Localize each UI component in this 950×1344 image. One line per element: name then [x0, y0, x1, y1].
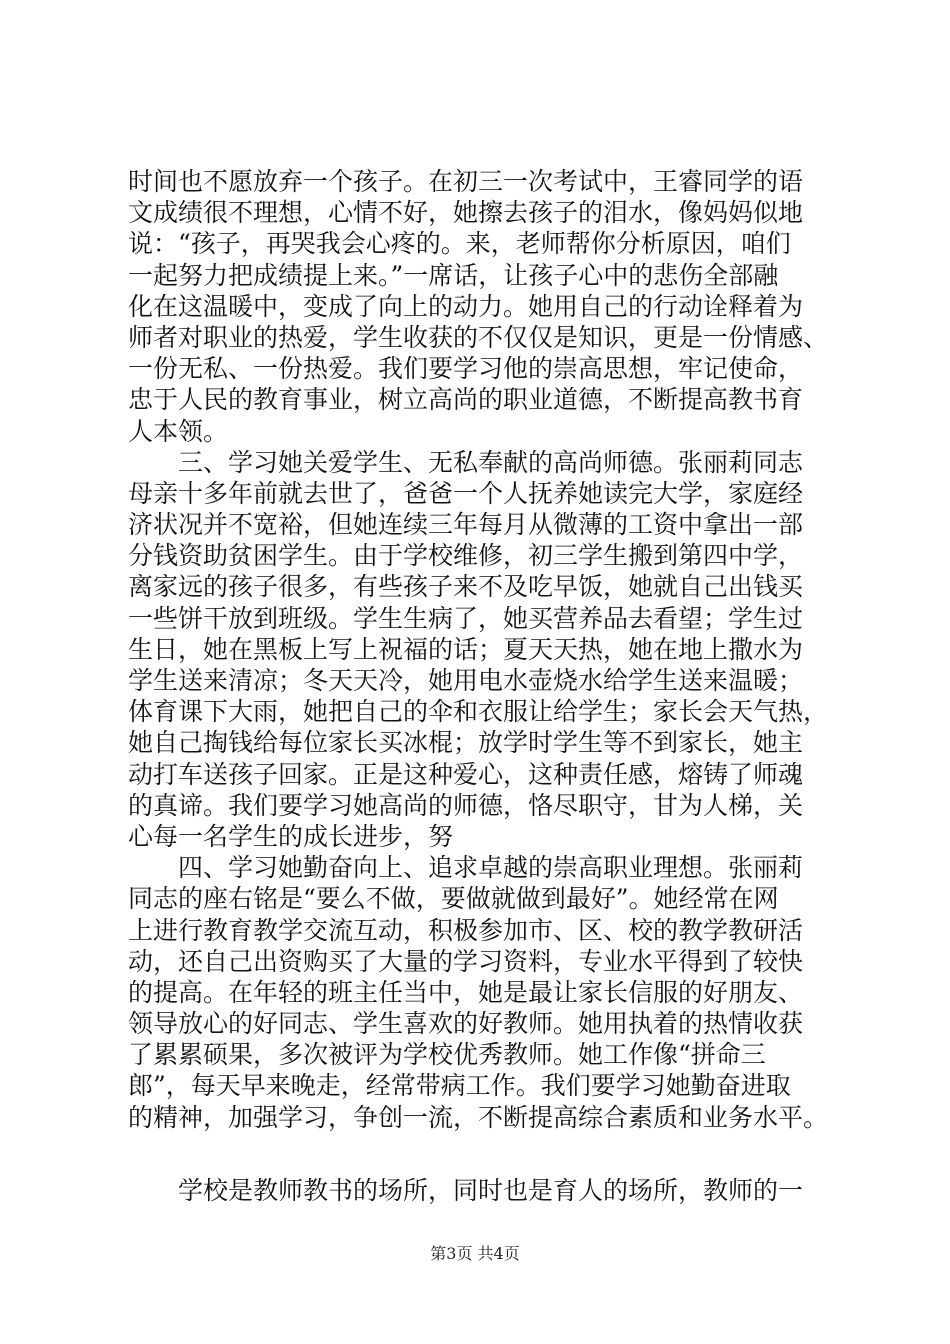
text-line: 一起努力把成绩提上来。”一席话，让孩子心中的悲伤全部融: [128, 260, 779, 290]
text-line: 师者对职业的热爱，学生收获的不仅仅是知识，更是一份情感、: [128, 322, 829, 352]
text-line: 的精神，加强学习，争创一流，不断提高综合素质和业务水平。: [128, 1102, 829, 1132]
text-line: 上进行教育教学交流互动，积极参加市、区、校的教学教研活: [128, 915, 804, 945]
text-line: 文成绩很不理想，心情不好，她擦去孩子的泪水，像妈妈似地: [128, 198, 804, 228]
text-line: 生日，她在黑板上写上祝福的话；夏天天热，她在地上撒水为: [128, 634, 804, 664]
text-line: 说：“孩子，再哭我会心疼的。来，老师帮你分析原因，咱们: [128, 229, 791, 259]
text-line: 母亲十多年前就去世了，爸爸一个人抚养她读完大学，家庭经: [128, 478, 804, 508]
text-line: 时间也不愿放弃一个孩子。在初三一次考试中，王睿同学的语: [128, 167, 804, 196]
text-line: 动打车送孩子回家。正是这种爱心，这种责任感，熔铸了师魂: [128, 759, 804, 789]
text-line: 体育课下大雨，她把自己的伞和衣服让给学生；家长会天气热，: [128, 697, 829, 727]
text-line: 一份无私、一份热爱。我们要学习他的崇高思想，牢记使命，: [128, 354, 804, 384]
text-line: 心每一名学生的成长进步，努: [128, 821, 454, 851]
document-body: [128, 166, 828, 1206]
paragraph-spacer: [128, 1133, 828, 1175]
text-line: 化在这温暖中，变成了向上的动力。她用自己的行动诠释着为: [128, 291, 804, 321]
paragraph-2: [128, 447, 828, 852]
text-line: 同志的座右铭是“要么不做，要做就做到最好”。她经常在网: [128, 884, 779, 914]
text-line: 济状况并不宽裕，但她连续三年每月从微薄的工资中拿出一部: [128, 510, 804, 540]
text-line: 她自己掏钱给每位家长买冰棍；放学时学生等不到家长，她主: [128, 728, 804, 758]
paragraph-4: [128, 1175, 828, 1206]
text-line: 学生送来清凉；冬天天冷，她用电水壶烧水给学生送来温暖；: [128, 666, 804, 695]
paragraph-3: [128, 852, 828, 1133]
paragraph-1: [128, 166, 828, 447]
text-line: 四、学习她勤奋向上、追求卓越的崇高职业理想。张丽莉: [128, 853, 804, 883]
text-line: 的提高。在年轻的班主任当中，她是最让家长信服的好朋友、: [128, 977, 804, 1007]
text-line: 领导放心的好同志、学生喜欢的好教师。她用执着的热情收获: [128, 1009, 804, 1039]
text-line: 人本领。: [128, 416, 229, 446]
text-line: 郎”，每天早来晚走，经常带病工作。我们要学习她勤奋进取: [128, 1071, 791, 1101]
text-line: 三、学习她关爱学生、无私奉献的高尚师德。张丽莉同志: [128, 447, 804, 477]
text-line: 学校是教师教书的场所，同时也是育人的场所，教师的一: [128, 1175, 804, 1205]
text-line: 离家远的孩子很多，有些孩子来不及吃早饭，她就自己出钱买: [128, 572, 804, 602]
text-line: 动，还自己出资购买了大量的学习资料，专业水平得到了较快: [128, 946, 804, 976]
text-line: 一些饼干放到班级。学生生病了，她买营养品去看望；学生过: [128, 603, 804, 633]
page-footer: 第3页 共4页: [430, 1244, 520, 1263]
text-line: 分钱资助贫困学生。由于学校维修，初三学生搬到第四中学，: [128, 541, 804, 571]
text-line: 的真谛。我们要学习她高尚的师德，恪尽职守，甘为人梯，关: [128, 790, 804, 820]
text-line: 忠于人民的教育事业，树立高尚的职业道德，不断提高教书育: [128, 385, 804, 415]
text-line: 了累累硕果，多次被评为学校优秀教师。她工作像“拼命三: [128, 1040, 766, 1070]
